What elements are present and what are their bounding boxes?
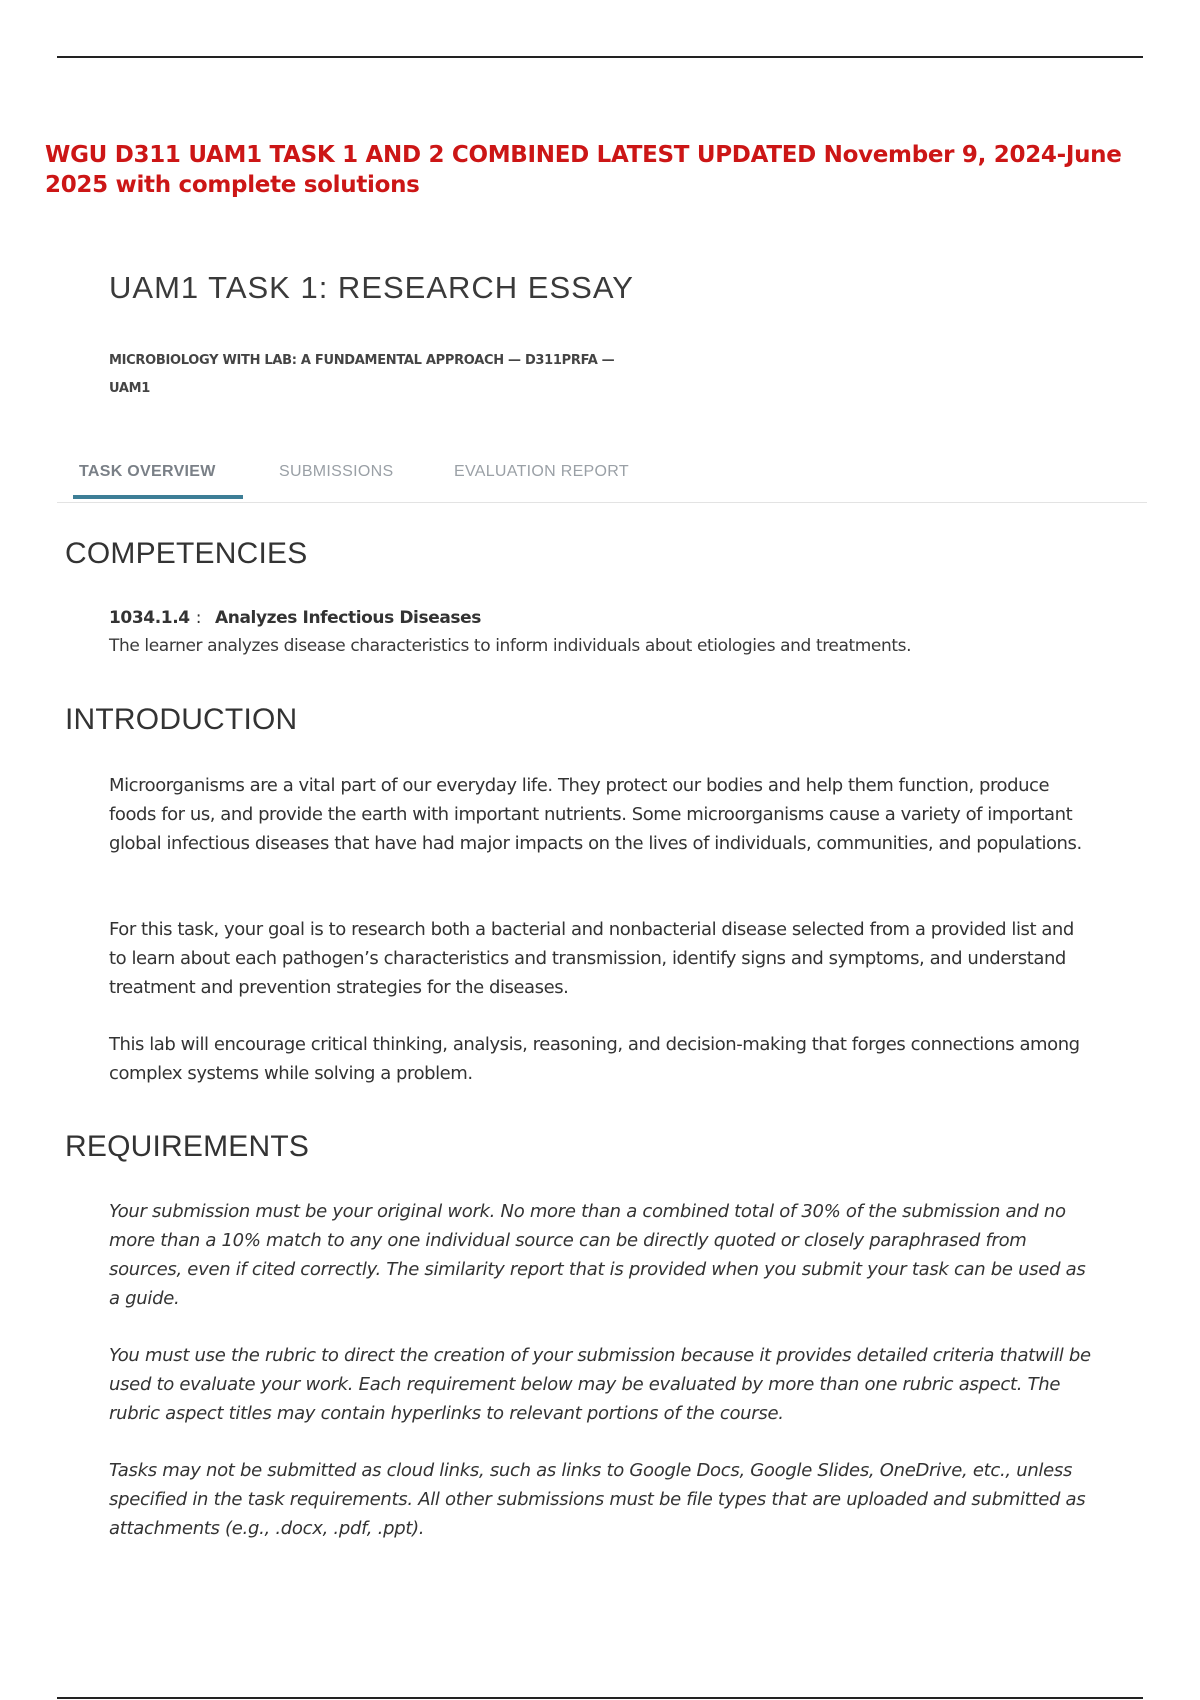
tab-evaluation-report[interactable]: EVALUATION REPORT bbox=[454, 463, 629, 480]
tab-task-overview[interactable]: TASK OVERVIEW bbox=[79, 463, 216, 480]
competency-description: The learner analyzes disease characteristics to inform individuals about etiologies and treatments. bbox=[109, 636, 912, 656]
requirements-paragraph: Tasks may not be submitted as cloud links, such as links to Google Docs, Google Slides, OneDrive, etc., unless specified in the task requirements. All other submissions must be file types that are uploaded and submitted as attachments (e.g., .docx, .pdf, .ppt). bbox=[109, 1460, 1086, 1539]
competency-code: 1034.1.4 bbox=[109, 608, 190, 628]
introduction-paragraph: Microorganisms are a vital part of our everyday life. They protect our bodies and help them function, produce foods for us, and provide the earth with important nutrients. Some microorganisms cause a variety of important global infectious diseases that have had major impacts on the lives of individuals, communities, and populations. bbox=[109, 775, 1082, 854]
competency-separator: : bbox=[195, 608, 202, 628]
requirements-heading: REQUIREMENTS bbox=[65, 1130, 310, 1163]
competency-item bbox=[109, 604, 1109, 660]
document-title: WGU D311 UAM1 TASK 1 AND 2 COMBINED LATEST UPDATED November 9, 2024-June 2025 with complete solutions bbox=[45, 142, 1122, 198]
requirements-paragraph: You must use the rubric to direct the creation of your submission because it provides detailed criteria thatwill be used to evaluate your work. Each requirement below may be evaluated by more than one rubric aspect. The rubric aspect titles may contain hyperlinks to relevant portions of the course. bbox=[109, 1345, 1091, 1424]
task-title: UAM1 TASK 1: RESEARCH ESSAY bbox=[109, 270, 634, 305]
introduction-paragraph: For this task, your goal is to research both a bacterial and nonbacterial disease selected from a provided list and to learn about each pathogen’s characteristics and transmission, identify signs and symptoms, and understand treatment and prevention strategies for the diseases. bbox=[109, 919, 1074, 998]
introduction-heading: INTRODUCTION bbox=[65, 703, 298, 736]
tab-submissions[interactable]: SUBMISSIONS bbox=[279, 463, 394, 480]
competency-title-line bbox=[109, 604, 1109, 632]
competency-title: Analyzes Infectious Diseases bbox=[215, 608, 481, 628]
competencies-heading: COMPETENCIES bbox=[65, 537, 308, 570]
course-name: MICROBIOLOGY WITH LAB: A FUNDAMENTAL APPROACH — D311PRFA — UAM1 bbox=[109, 353, 615, 396]
requirements-paragraph: Your submission must be your original work. No more than a combined total of 30% of the submission and no more than a 10% match to any one individual source can be directly quoted or closely paraphrased from sources, even if cited correctly. The similarity report that is provided when you submit your task can be used as a guide. bbox=[109, 1201, 1086, 1309]
top-rule bbox=[57, 56, 1143, 58]
task-tabs bbox=[57, 455, 1147, 503]
active-tab-indicator bbox=[73, 495, 243, 499]
bottom-rule bbox=[57, 1697, 1143, 1699]
introduction-paragraph: This lab will encourage critical thinking, analysis, reasoning, and decision-making that forges connections among complex systems while solving a problem. bbox=[109, 1034, 1080, 1084]
